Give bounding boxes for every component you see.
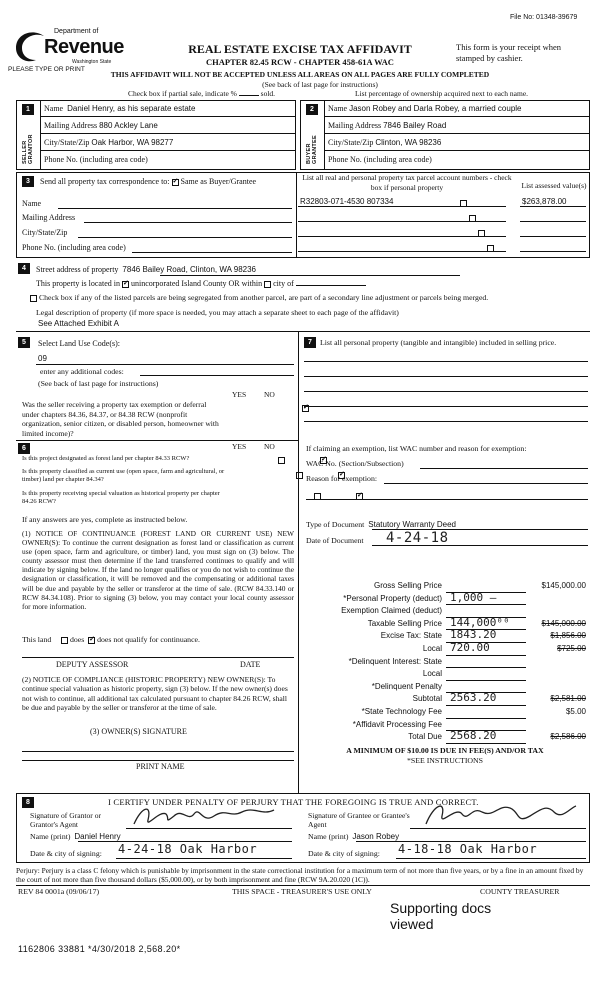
- tax-row-label: Gross Selling Price: [373, 581, 442, 590]
- tax-row-label: *Delinquent Interest: State: [348, 656, 442, 666]
- document-type: Statutory Warranty Deed: [368, 520, 457, 529]
- receipt-note: This form is your receipt when stamped by cashier.: [456, 42, 562, 63]
- tax-row-typed: $2,581.00: [550, 694, 586, 704]
- segregated-text: Check box if any of the listed parcels are being segregated from another parcel, are part of a secondary line adjustment or parcels being merged.: [38, 293, 489, 302]
- section-5-badge: 5: [18, 337, 30, 348]
- section-4-badge: 4: [18, 263, 30, 274]
- supporting-docs-stamp: Supporting docs viewed: [390, 900, 492, 932]
- document-date: 4-24-18: [386, 530, 449, 546]
- certify-text: I CERTIFY UNDER PENALTY OF PERJURY THAT THE FOREGOING IS TRUE AND CORRECT.: [108, 797, 479, 807]
- recording-stamp: 1162806 33881 *4/30/2018 2,568.20*: [18, 944, 181, 954]
- tax-row-handwritten: 720.00: [450, 641, 490, 654]
- tax-row: [300, 656, 590, 669]
- tax-row: [300, 605, 590, 618]
- tax-row: [300, 580, 590, 593]
- parcel-header: List all real and personal property tax parcel account numbers - check box if personal property: [302, 173, 512, 192]
- tax-row: [300, 693, 590, 706]
- exemption-question: Was the seller receiving a property tax exemption or deferral under chapters 84.36, 84.37, or 84.38 RCW (nonprofit organization, senior citizen, or disabled person, homeowner with limited income)?: [22, 400, 219, 438]
- dor-logo: Department of Revenue Washington State: [14, 26, 124, 68]
- tax-row-label: Local: [422, 669, 442, 679]
- notice-of-continuance: (1) NOTICE OF CONTINUANCE (FOREST LAND OR CURRENT USE) NEW OWNER(S): To continue the current designation as forest land or classification as current use (open space, farm and agriculture, or timber) land, you must sign on (3) below. The county assessor must then determine if the land transferred continues to qualify and will indicate by signing below. If the land no longer qualifies or you do not wish to continue the designation or classification, it will be removed and the compensating or additional taxes will be due and payable by the seller or transferor at the time of sale. (RCW 84.33.140 or RCW 84.34.108). Prior to signing (3) below, you may contact your local county assessor for more information.: [22, 529, 294, 611]
- tax-row: [300, 615, 590, 631]
- treasurer-space: THIS SPACE - TREASURER'S USE ONLY: [232, 887, 372, 896]
- buyer-name: Jason Robey and Darla Robey, a married couple: [349, 104, 522, 113]
- tax-row-handwritten: 1,000 —: [450, 590, 497, 604]
- warning-text: THIS AFFIDAVIT WILL NOT BE ACCEPTED UNLESS ALL AREAS ON ALL PAGES ARE FULLY COMPLETED: [110, 70, 490, 79]
- tax-row-typed: $5.00: [565, 707, 586, 716]
- buyer-city: Clinton, WA 98236: [375, 138, 442, 147]
- section-1-badge: 1: [22, 104, 34, 115]
- ownership-line: List percentage of ownership acquired next to each name.: [355, 89, 529, 98]
- dor-logo-icon: [14, 30, 48, 64]
- city-of-checkbox[interactable]: [264, 281, 271, 288]
- grantee-signature-icon: [420, 798, 580, 830]
- partial-sale-line: Check box if partial sale, indicate % sold.: [128, 89, 276, 98]
- tax-row-typed: $145,000.00: [541, 581, 586, 590]
- tax-row: [300, 630, 590, 643]
- personal-property-checkbox-2[interactable]: [469, 215, 476, 222]
- see-instructions: *SEE INSTRUCTIONS: [406, 756, 484, 765]
- tax-row-label: Local: [422, 644, 442, 653]
- legal-description: See Attached Exhibit A: [38, 319, 119, 328]
- tax-row-handwritten: 1843.20: [450, 628, 497, 642]
- land-use-code: 09: [38, 354, 47, 363]
- tax-row-label: *State Technology Fee: [361, 707, 442, 716]
- tax-row: [300, 590, 590, 606]
- section-3-badge: 3: [22, 176, 34, 187]
- personal-property-checkbox-4[interactable]: [487, 245, 494, 252]
- grantor-print-name: Daniel Henry: [74, 832, 121, 841]
- section-8-badge: 8: [22, 797, 34, 808]
- property-address: 7846 Bailey Road, Clinton, WA 98236: [122, 265, 256, 274]
- seller-name: Daniel Henry, as his separate estate: [67, 104, 196, 113]
- buyer-side-label: BUYER GRANTEE: [306, 135, 318, 164]
- grantee-sig-label: Signature of Grantee or Grantee's Agent: [308, 811, 410, 829]
- tax-row-typed: $145,000.00: [541, 618, 586, 628]
- unincorporated-checkbox[interactable]: [122, 281, 129, 288]
- legal-label: Legal description of property (if more space is needed, you may attach a separate sheet to each page of the affidavit): [36, 308, 399, 317]
- grantee-date-city: 4-18-18 Oak Harbor: [398, 842, 538, 856]
- notice-of-compliance: (2) NOTICE OF COMPLIANCE (HISTORIC PROPERTY) NEW OWNER(S): To continue special valuation as historic property, sign (3) below. If the new owner(s) does not wish to continue, all additional tax calculated pursuant to chapter 84.26 RCW, shall be due and payable by the seller or transferor at the time of sale.: [22, 675, 288, 713]
- please-type: PLEASE TYPE OR PRINT: [8, 66, 85, 73]
- seller-phone: Phone No. (including area code): [44, 155, 148, 164]
- grantee-print-name: Jason Robey: [352, 832, 400, 841]
- seller-city: Oak Harbor, WA 98277: [91, 138, 174, 147]
- tax-row-label: *Affidavit Processing Fee: [352, 719, 442, 729]
- buyer-mailing: 7846 Bailey Road: [383, 121, 447, 130]
- minimum-fee: A MINIMUM OF $10.00 IS DUE IN FEE(S) AND/OR TAX: [346, 746, 544, 755]
- tax-row-label: Taxable Selling Price: [367, 618, 442, 628]
- tax-row: [300, 731, 590, 744]
- assessed-header: List assessed value(s): [521, 181, 587, 190]
- does-not-qualify-checkbox[interactable]: [88, 637, 95, 644]
- tax-row-label: Subtotal: [412, 694, 442, 704]
- assessed-value: $263,878.00: [522, 197, 567, 206]
- current-use-yes-checkbox[interactable]: [296, 472, 303, 479]
- grantor-sig-label: Signature of Grantor or Grantor's Agent: [30, 811, 102, 829]
- tax-row-handwritten: 2568.20: [450, 729, 497, 743]
- tax-row-typed: $1,856.00: [550, 631, 586, 641]
- perjury-notice: Perjury: Perjury is a class C felony which is punishable by imprisonment in the state correctional institution for a maximum term of not more than five years, or by a fine in an amount fixed by the court of not more than five thousand dollars ($5,000.00), or by both imprisonment and fine (RCW 9A.20.020 (1C)).: [16, 866, 584, 884]
- section-7-badge: 7: [304, 337, 316, 348]
- tax-row-label: Total Due: [408, 732, 442, 742]
- tax-row-handwritten: 144,000⁰⁰: [450, 615, 510, 629]
- form-subtitle: CHAPTER 82.45 RCW - CHAPTER 458-61A WAC: [206, 57, 394, 67]
- file-number: File No: 01348-39679: [510, 14, 578, 21]
- grantor-signature-icon: [130, 800, 280, 830]
- does-qualify-checkbox[interactable]: [61, 637, 68, 644]
- see-back: (See back of last page for instructions): [262, 80, 378, 89]
- tax-row-label: Excise Tax: State: [380, 631, 442, 641]
- tax-row-label: Exemption Claimed (deduct): [341, 606, 442, 616]
- tax-row: [300, 681, 590, 694]
- parcel-number: R32803-071-4530 807334: [300, 197, 394, 206]
- seller-mailing: 880 Ackley Lane: [99, 121, 158, 130]
- tax-row: [300, 719, 590, 732]
- personal-property-checkbox-1[interactable]: [460, 200, 467, 207]
- tax-row-handwritten: 2563.20: [450, 691, 497, 705]
- same-as-buyer-checkbox[interactable]: [172, 179, 179, 186]
- grantor-date-city: 4-24-18 Oak Harbor: [118, 842, 258, 856]
- section-2-badge: 2: [306, 104, 318, 115]
- buyer-phone: Phone No. (including area code): [328, 155, 432, 164]
- tax-row-label: *Personal Property (deduct): [343, 593, 442, 603]
- tax-row-label: *Delinquent Penalty: [371, 681, 442, 691]
- tax-row: [300, 706, 590, 719]
- form-title: REAL ESTATE EXCISE TAX AFFIDAVIT: [188, 42, 412, 56]
- tax-row: [300, 643, 590, 656]
- tax-row-typed: $725.00: [557, 644, 586, 653]
- tax-row: [300, 668, 590, 681]
- county-treasurer: COUNTY TREASURER: [480, 887, 560, 896]
- personal-property-checkbox-3[interactable]: [478, 230, 485, 237]
- seller-side-label: SELLER GRANTOR: [22, 134, 34, 164]
- section-6-badge: 6: [18, 443, 30, 454]
- rev-number: REV 84 0001a (09/06/17): [18, 887, 100, 896]
- segregated-checkbox[interactable]: [30, 295, 37, 302]
- forest-yes-checkbox[interactable]: [278, 457, 285, 464]
- tax-row-typed: $2,586.00: [550, 732, 586, 742]
